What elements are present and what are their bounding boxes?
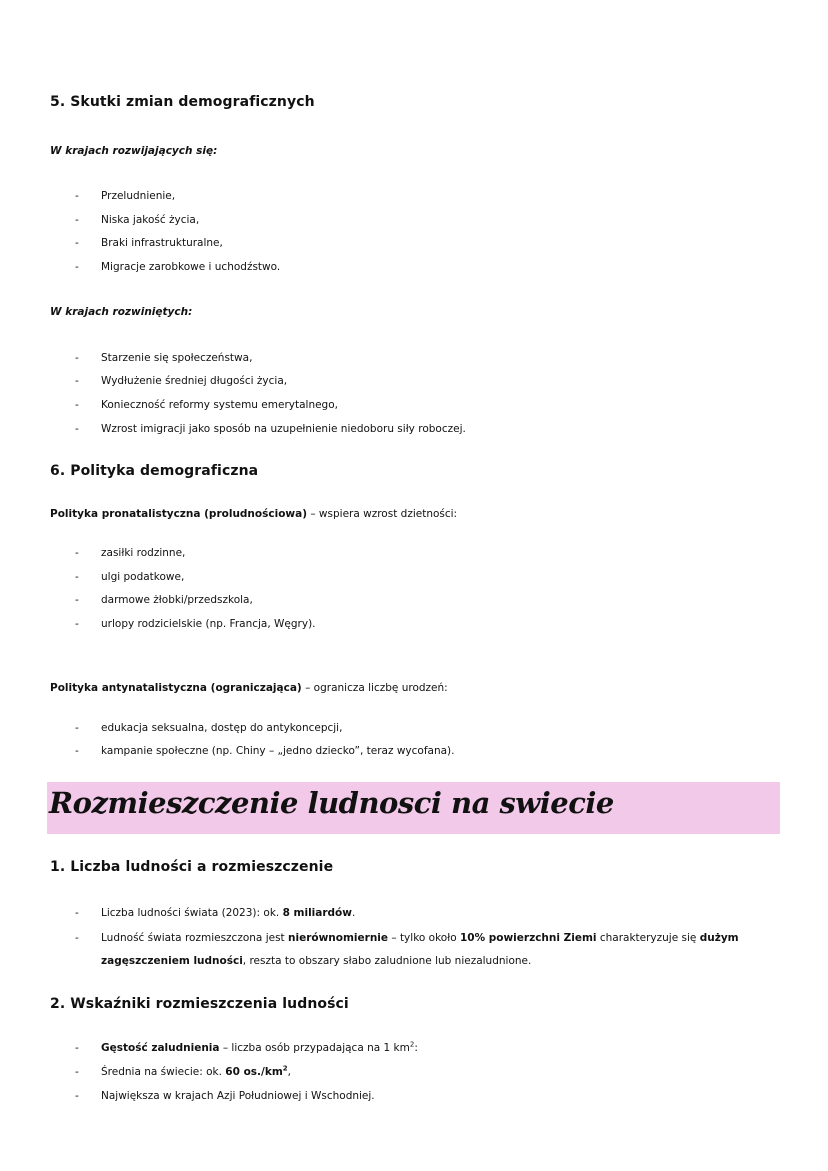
list-item bbox=[101, 932, 739, 944]
antinatal-desc: – ogranicza liczbę urodzeń: bbox=[301, 682, 448, 694]
bullet-dash: - bbox=[75, 1090, 79, 1102]
list-item: Starzenie się społeczeństwa, bbox=[101, 352, 253, 364]
bullet-dash: - bbox=[75, 261, 79, 273]
bold-text: nierównomiernie bbox=[288, 932, 389, 944]
pronatal-term: Polityka pronatalistyczna (proludnościowa) bbox=[50, 508, 307, 520]
bullet-dash: - bbox=[75, 190, 79, 202]
bullet-dash: - bbox=[75, 547, 79, 559]
section-heading-5: 5. Skutki zmian demograficznych bbox=[50, 94, 315, 110]
text: , bbox=[287, 1066, 291, 1078]
list-item: darmowe żłobki/przedszkola, bbox=[101, 594, 253, 606]
bullet-dash: - bbox=[75, 352, 79, 364]
bold-text: dużym bbox=[699, 932, 739, 944]
list-item: Wzrost imigracji jako sposób na uzupełnienie niedoboru siły roboczej. bbox=[101, 423, 466, 435]
list-item bbox=[101, 907, 355, 919]
list-item: Wydłużenie średniej długości życia, bbox=[101, 375, 288, 387]
list-item-continuation bbox=[101, 955, 531, 967]
list-item: urlopy rodzicielskie (np. Francja, Węgry). bbox=[101, 618, 316, 630]
chapter-banner bbox=[47, 782, 780, 834]
list-item: Migracje zarobkowe i uchodźstwo. bbox=[101, 261, 281, 273]
list-item: ulgi podatkowe, bbox=[101, 571, 185, 583]
list-item: edukacja seksualna, dostęp do antykoncepcji, bbox=[101, 722, 343, 734]
subheading-developing: W krajach rozwijających się: bbox=[50, 145, 218, 157]
list-item bbox=[101, 1066, 291, 1078]
text: charakteryzuje się bbox=[596, 932, 700, 944]
text: – tylko około bbox=[388, 932, 460, 944]
list-item bbox=[101, 1042, 418, 1054]
subheading-developed: W krajach rozwiniętych: bbox=[50, 306, 193, 318]
bullet-dash: - bbox=[75, 907, 79, 919]
bullet-dash: - bbox=[75, 375, 79, 387]
text: . bbox=[351, 907, 356, 919]
section-heading-6: 6. Polityka demograficzna bbox=[50, 463, 259, 479]
bullet-dash: - bbox=[75, 932, 79, 944]
bold-text: zagęszczeniem ludności bbox=[101, 955, 243, 967]
list-item: Przeludnienie, bbox=[101, 190, 176, 202]
list-item: kampanie społeczne (np. Chiny – „jedno dziecko”, teraz wycofana). bbox=[101, 745, 455, 757]
pronatal-lead bbox=[50, 508, 457, 520]
antinatal-term: Polityka antynatalistyczna (ograniczająca) bbox=[50, 682, 302, 694]
bullet-dash: - bbox=[75, 423, 79, 435]
text: Średnia na świecie: ok. bbox=[101, 1066, 226, 1078]
section-heading-2: 2. Wskaźniki rozmieszczenia ludności bbox=[50, 996, 349, 1012]
antinatal-lead bbox=[50, 682, 448, 694]
bold-text: Gęstość zaludnienia bbox=[101, 1042, 220, 1054]
text: , reszta to obszary słabo zaludnione lub niezaludnione. bbox=[242, 955, 532, 967]
bullet-dash: - bbox=[75, 618, 79, 630]
bullet-dash: - bbox=[75, 1042, 79, 1054]
bullet-dash: - bbox=[75, 399, 79, 411]
bullet-dash: - bbox=[75, 722, 79, 734]
bold-text: 8 miliardów bbox=[282, 907, 352, 919]
text: Liczba ludności świata (2023): ok. bbox=[101, 907, 283, 919]
bullet-dash: - bbox=[75, 214, 79, 226]
pronatal-desc: – wspiera wzrost dzietności: bbox=[307, 508, 458, 520]
text: Ludność świata rozmieszczona jest bbox=[101, 932, 288, 944]
superscript: 2 bbox=[409, 1040, 415, 1049]
text: : bbox=[414, 1042, 418, 1054]
list-item: zasiłki rodzinne, bbox=[101, 547, 186, 559]
list-item: Braki infrastrukturalne, bbox=[101, 237, 223, 249]
bold-text: 60 os./km bbox=[225, 1066, 283, 1078]
list-item: Największa w krajach Azji Południowej i Wschodniej. bbox=[101, 1090, 375, 1102]
bullet-dash: - bbox=[75, 594, 79, 606]
bullet-dash: - bbox=[75, 571, 79, 583]
bold-text: 10% powierzchni Ziemi bbox=[459, 932, 597, 944]
bullet-dash: - bbox=[75, 1066, 79, 1078]
chapter-title: Rozmieszczenie ludnosci na swiecie bbox=[49, 786, 614, 820]
superscript: 2 bbox=[282, 1064, 288, 1073]
text: – liczba osób przypadająca na 1 km bbox=[219, 1042, 410, 1054]
section-heading-1: 1. Liczba ludności a rozmieszczenie bbox=[50, 859, 334, 875]
bullet-dash: - bbox=[75, 745, 79, 757]
bullet-dash: - bbox=[75, 237, 79, 249]
list-item: Niska jakość życia, bbox=[101, 214, 200, 226]
list-item: Konieczność reformy systemu emerytalnego, bbox=[101, 399, 338, 411]
